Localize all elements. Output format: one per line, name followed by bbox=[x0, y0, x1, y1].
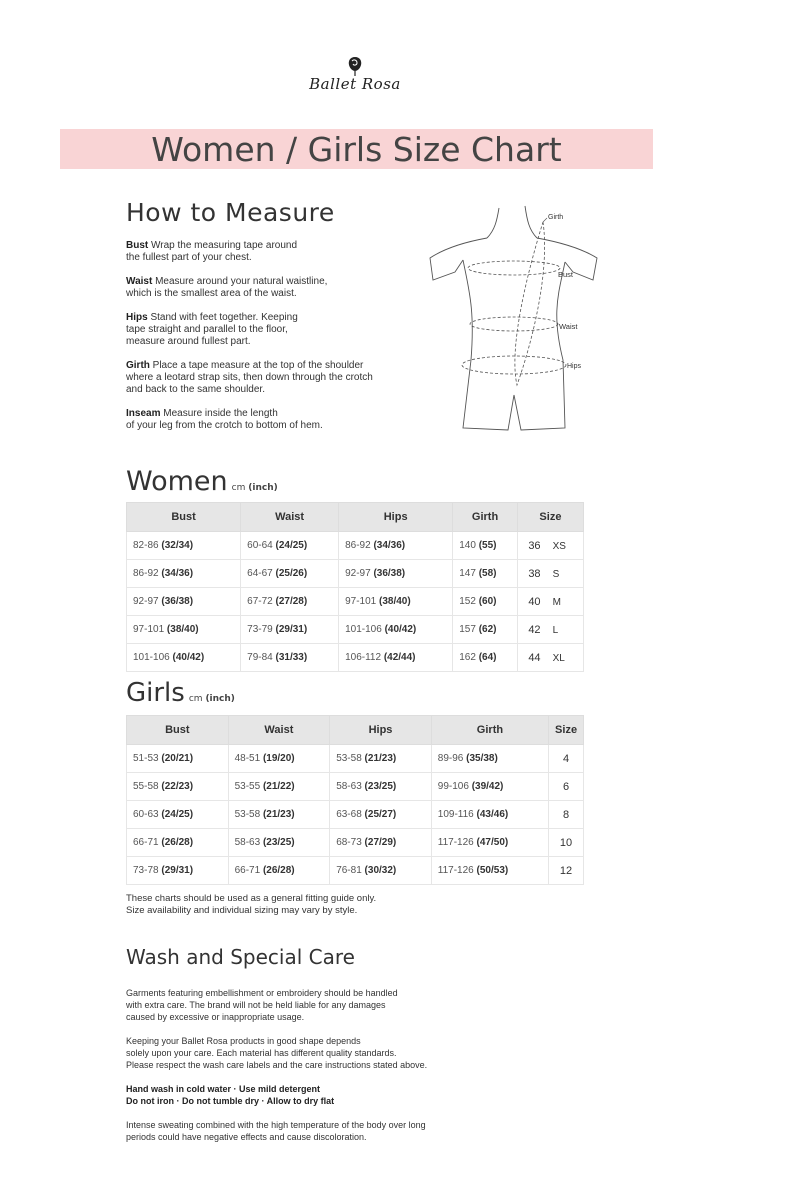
table-row bbox=[127, 829, 584, 857]
cell-inch: (47/50) bbox=[476, 837, 509, 848]
cell-bust: 73-78 (29/31) bbox=[127, 857, 229, 885]
cell-inch: (62) bbox=[478, 624, 497, 635]
fitting-disclaimer bbox=[126, 893, 456, 917]
girls-title bbox=[126, 678, 235, 708]
cell-bust: 51-53 (20/21) bbox=[127, 745, 229, 773]
table-row bbox=[127, 745, 584, 773]
table-row bbox=[127, 801, 584, 829]
measure-item-hips: Hips Stand with feet together. Keeping tape straight and parallel to the floor, measure around fullest part. bbox=[126, 312, 298, 347]
cell-inch: (29/31) bbox=[161, 865, 194, 876]
measure-item-inseam: Inseam Measure inside the length of your leg from the crotch to bottom of hem. bbox=[126, 408, 323, 431]
wash-line: Please respect the wash care labels and the care instructions stated above. bbox=[126, 1060, 428, 1070]
size-letter: XS bbox=[552, 540, 566, 552]
cell-girth: 147 (58) bbox=[453, 560, 518, 588]
cell-inch: (27/28) bbox=[275, 596, 308, 607]
table-row bbox=[127, 532, 584, 560]
wash-line: Keeping your Ballet Rosa products in good shape depends bbox=[126, 1036, 361, 1046]
women-unit bbox=[232, 483, 278, 493]
measure-term: Hips bbox=[126, 312, 148, 323]
measure-item-bust: Bust Wrap the measuring tape around the fullest part of your chest. bbox=[126, 240, 298, 263]
wash-care-text bbox=[126, 987, 466, 1155]
women-title bbox=[126, 466, 278, 497]
cell-waist: 48-51 (19/20) bbox=[228, 745, 330, 773]
wash-paragraph bbox=[126, 1119, 466, 1143]
cell-girth: 152 (60) bbox=[453, 588, 518, 616]
figure-label-waist: Waist bbox=[559, 322, 578, 331]
cell-inch: (26/28) bbox=[161, 837, 194, 848]
page-title: Women / Girls Size Chart bbox=[151, 130, 562, 169]
women-size-table bbox=[126, 502, 584, 672]
size-letter: S bbox=[552, 568, 560, 580]
measure-item-waist: Waist Measure around your natural waistline, which is the smallest area of the waist. bbox=[126, 276, 328, 299]
table-row bbox=[127, 588, 584, 616]
cell-hips: 101-106 (40/42) bbox=[339, 616, 453, 644]
cell-size bbox=[549, 773, 584, 801]
wash-line: caused by excessive or inappropriate usage. bbox=[126, 1012, 305, 1022]
cell-inch: (21/23) bbox=[262, 809, 295, 820]
wash-line: Hand wash in cold water · Use mild detergent bbox=[126, 1084, 321, 1094]
wash-line: Garments featuring embellishment or embroidery should be handled bbox=[126, 988, 398, 998]
cell-bust: 66-71 (26/28) bbox=[127, 829, 229, 857]
table-row bbox=[127, 773, 584, 801]
cell-bust: 60-63 (24/25) bbox=[127, 801, 229, 829]
title-banner bbox=[60, 129, 653, 169]
cell-inch: (21/22) bbox=[262, 781, 295, 792]
girls-size-table bbox=[126, 715, 584, 885]
cell-inch: (34/36) bbox=[373, 540, 406, 551]
cell-inch: (27/29) bbox=[364, 837, 397, 848]
cell-size bbox=[517, 616, 583, 644]
size-number: 4 bbox=[562, 752, 570, 765]
cell-hips: 97-101 (38/40) bbox=[339, 588, 453, 616]
body-measurement-figure bbox=[425, 200, 605, 438]
rose-icon bbox=[345, 55, 365, 77]
cell-inch: (19/20) bbox=[262, 753, 295, 764]
column-header-bust: Bust bbox=[127, 503, 241, 532]
figure-label-bust: Bust bbox=[558, 270, 574, 279]
cell-bust: 86-92 (34/36) bbox=[127, 560, 241, 588]
cell-size bbox=[517, 588, 583, 616]
cell-size bbox=[517, 560, 583, 588]
disclaimer-line: These charts should be used as a general fitting guide only. bbox=[126, 893, 377, 904]
cell-inch: (50/53) bbox=[476, 865, 509, 876]
cell-inch: (20/21) bbox=[161, 753, 194, 764]
wash-line: Intense sweating combined with the high temperature of the body over long bbox=[126, 1120, 426, 1130]
brand-logo bbox=[300, 55, 410, 105]
cell-hips: 76-81 (30/32) bbox=[330, 857, 432, 885]
cell-size bbox=[549, 745, 584, 773]
cell-hips: 106-112 (42/44) bbox=[339, 644, 453, 672]
size-number: 44 bbox=[528, 651, 541, 664]
disclaimer-line: Size availability and individual sizing may vary by style. bbox=[126, 905, 358, 916]
cell-inch: (30/32) bbox=[364, 865, 397, 876]
unit-cm: cm bbox=[188, 694, 203, 704]
size-number: 6 bbox=[562, 780, 570, 793]
brand-name: Ballet Rosa bbox=[309, 75, 401, 93]
column-header-bust: Bust bbox=[127, 716, 229, 745]
cell-waist: 64-67 (25/26) bbox=[241, 560, 339, 588]
cell-inch: (38/40) bbox=[379, 596, 411, 607]
cell-girth: 99-106 (39/42) bbox=[431, 773, 548, 801]
size-number: 36 bbox=[528, 539, 541, 552]
cell-girth: 157 (62) bbox=[453, 616, 518, 644]
cell-inch: (40/42) bbox=[172, 652, 205, 663]
size-letter: XL bbox=[552, 652, 565, 664]
cell-waist: 53-58 (21/23) bbox=[228, 801, 330, 829]
wash-line: with extra care. The brand will not be held liable for any damages bbox=[126, 1000, 386, 1010]
cell-hips: 63-68 (25/27) bbox=[330, 801, 432, 829]
figure-label-hips: Hips bbox=[567, 363, 582, 370]
size-number: 8 bbox=[562, 808, 570, 821]
cell-bust: 101-106 (40/42) bbox=[127, 644, 241, 672]
table-row bbox=[127, 616, 584, 644]
column-header-size: Size bbox=[549, 716, 584, 745]
cell-waist: 60-64 (24/25) bbox=[241, 532, 339, 560]
cell-girth: 117-126 (47/50) bbox=[431, 829, 548, 857]
cell-waist: 58-63 (23/25) bbox=[228, 829, 330, 857]
cell-hips: 86-92 (34/36) bbox=[339, 532, 453, 560]
cell-inch: (36/38) bbox=[161, 596, 194, 607]
how-to-measure-title: How to Measure bbox=[126, 198, 335, 227]
cell-inch: (25/27) bbox=[364, 809, 397, 820]
cell-inch: (22/23) bbox=[161, 781, 194, 792]
cell-waist: 79-84 (31/33) bbox=[241, 644, 339, 672]
cell-size bbox=[517, 532, 583, 560]
cell-inch: (24/25) bbox=[275, 540, 308, 551]
column-header-size: Size bbox=[517, 503, 583, 532]
cell-girth: 117-126 (50/53) bbox=[431, 857, 548, 885]
cell-girth: 162 (64) bbox=[453, 644, 518, 672]
column-header-hips: Hips bbox=[330, 716, 432, 745]
measure-term: Waist bbox=[126, 276, 153, 287]
girls-unit bbox=[189, 694, 235, 704]
cell-size bbox=[549, 801, 584, 829]
cell-inch: (24/25) bbox=[161, 809, 194, 820]
cell-waist: 73-79 (29/31) bbox=[241, 616, 339, 644]
cell-inch: (39/42) bbox=[471, 781, 504, 792]
cell-waist: 67-72 (27/28) bbox=[241, 588, 339, 616]
table-header-row bbox=[127, 716, 584, 745]
table-header-row bbox=[127, 503, 584, 532]
wash-paragraph bbox=[126, 1035, 466, 1071]
size-number: 38 bbox=[528, 567, 541, 580]
wash-line: Do not iron · Do not tumble dry · Allow to dry flat bbox=[126, 1096, 335, 1106]
cell-girth: 140 (55) bbox=[453, 532, 518, 560]
table-row bbox=[127, 560, 584, 588]
women-title-text: Women bbox=[126, 466, 228, 497]
cell-inch: (23/25) bbox=[262, 837, 295, 848]
column-header-hips: Hips bbox=[339, 503, 453, 532]
size-number: 40 bbox=[528, 595, 541, 608]
cell-inch: (58) bbox=[478, 568, 497, 579]
measure-item-girth: Girth Place a tape measure at the top of the shoulder where a leotard strap sits, then down through the crotch and back to the same shoulder. bbox=[126, 360, 373, 395]
cell-waist: 66-71 (26/28) bbox=[228, 857, 330, 885]
measure-term: Girth bbox=[126, 360, 150, 371]
cell-inch: (25/26) bbox=[275, 568, 308, 579]
column-header-girth: Girth bbox=[431, 716, 548, 745]
wash-care-title: Wash and Special Care bbox=[126, 945, 355, 969]
cell-hips: 58-63 (23/25) bbox=[330, 773, 432, 801]
unit-inch: (inch) bbox=[248, 483, 278, 493]
cell-inch: (21/23) bbox=[364, 753, 397, 764]
wash-line: periods could have negative effects and cause discoloration. bbox=[126, 1132, 367, 1142]
wash-line: solely upon your care. Each material has different quality standards. bbox=[126, 1048, 397, 1058]
cell-inch: (36/38) bbox=[373, 568, 406, 579]
cell-size bbox=[549, 829, 584, 857]
cell-inch: (23/25) bbox=[364, 781, 397, 792]
table-row bbox=[127, 644, 584, 672]
cell-size bbox=[517, 644, 583, 672]
cell-size bbox=[549, 857, 584, 885]
size-number: 12 bbox=[559, 864, 573, 877]
cell-bust: 92-97 (36/38) bbox=[127, 588, 241, 616]
cell-inch: (64) bbox=[478, 652, 497, 663]
size-number: 10 bbox=[559, 836, 573, 849]
column-header-waist: Waist bbox=[241, 503, 339, 532]
cell-inch: (35/38) bbox=[466, 753, 498, 764]
cell-inch: (40/42) bbox=[384, 624, 417, 635]
cell-bust: 55-58 (22/23) bbox=[127, 773, 229, 801]
column-header-girth: Girth bbox=[453, 503, 518, 532]
cell-hips: 68-73 (27/29) bbox=[330, 829, 432, 857]
cell-bust: 97-101 (38/40) bbox=[127, 616, 241, 644]
cell-inch: (32/34) bbox=[161, 540, 194, 551]
cell-girth: 89-96 (35/38) bbox=[431, 745, 548, 773]
column-header-waist: Waist bbox=[228, 716, 330, 745]
cell-inch: (55) bbox=[478, 540, 497, 551]
cell-waist: 53-55 (21/22) bbox=[228, 773, 330, 801]
cell-inch: (43/46) bbox=[476, 809, 509, 820]
unit-inch: (inch) bbox=[205, 694, 235, 704]
unit-cm: cm bbox=[231, 483, 246, 493]
cell-hips: 92-97 (36/38) bbox=[339, 560, 453, 588]
cell-inch: (31/33) bbox=[275, 652, 308, 663]
cell-bust: 82-86 (32/34) bbox=[127, 532, 241, 560]
wash-paragraph bbox=[126, 1083, 466, 1107]
table-row bbox=[127, 857, 584, 885]
measure-term: Inseam bbox=[126, 408, 161, 419]
size-letter: M bbox=[552, 596, 561, 608]
cell-girth: 109-116 (43/46) bbox=[431, 801, 548, 829]
size-letter: L bbox=[552, 624, 559, 636]
girls-title-text: Girls bbox=[126, 678, 185, 708]
cell-inch: (60) bbox=[478, 596, 497, 607]
figure-label-girth: Girth bbox=[548, 214, 564, 221]
cell-hips: 53-58 (21/23) bbox=[330, 745, 432, 773]
cell-inch: (29/31) bbox=[275, 624, 308, 635]
wash-paragraph bbox=[126, 987, 466, 1023]
cell-inch: (26/28) bbox=[262, 865, 295, 876]
measure-instructions bbox=[126, 240, 416, 444]
cell-inch: (38/40) bbox=[166, 624, 199, 635]
cell-inch: (34/36) bbox=[161, 568, 194, 579]
cell-inch: (42/44) bbox=[383, 652, 416, 663]
size-number: 42 bbox=[528, 623, 541, 636]
measure-term: Bust bbox=[126, 240, 149, 251]
